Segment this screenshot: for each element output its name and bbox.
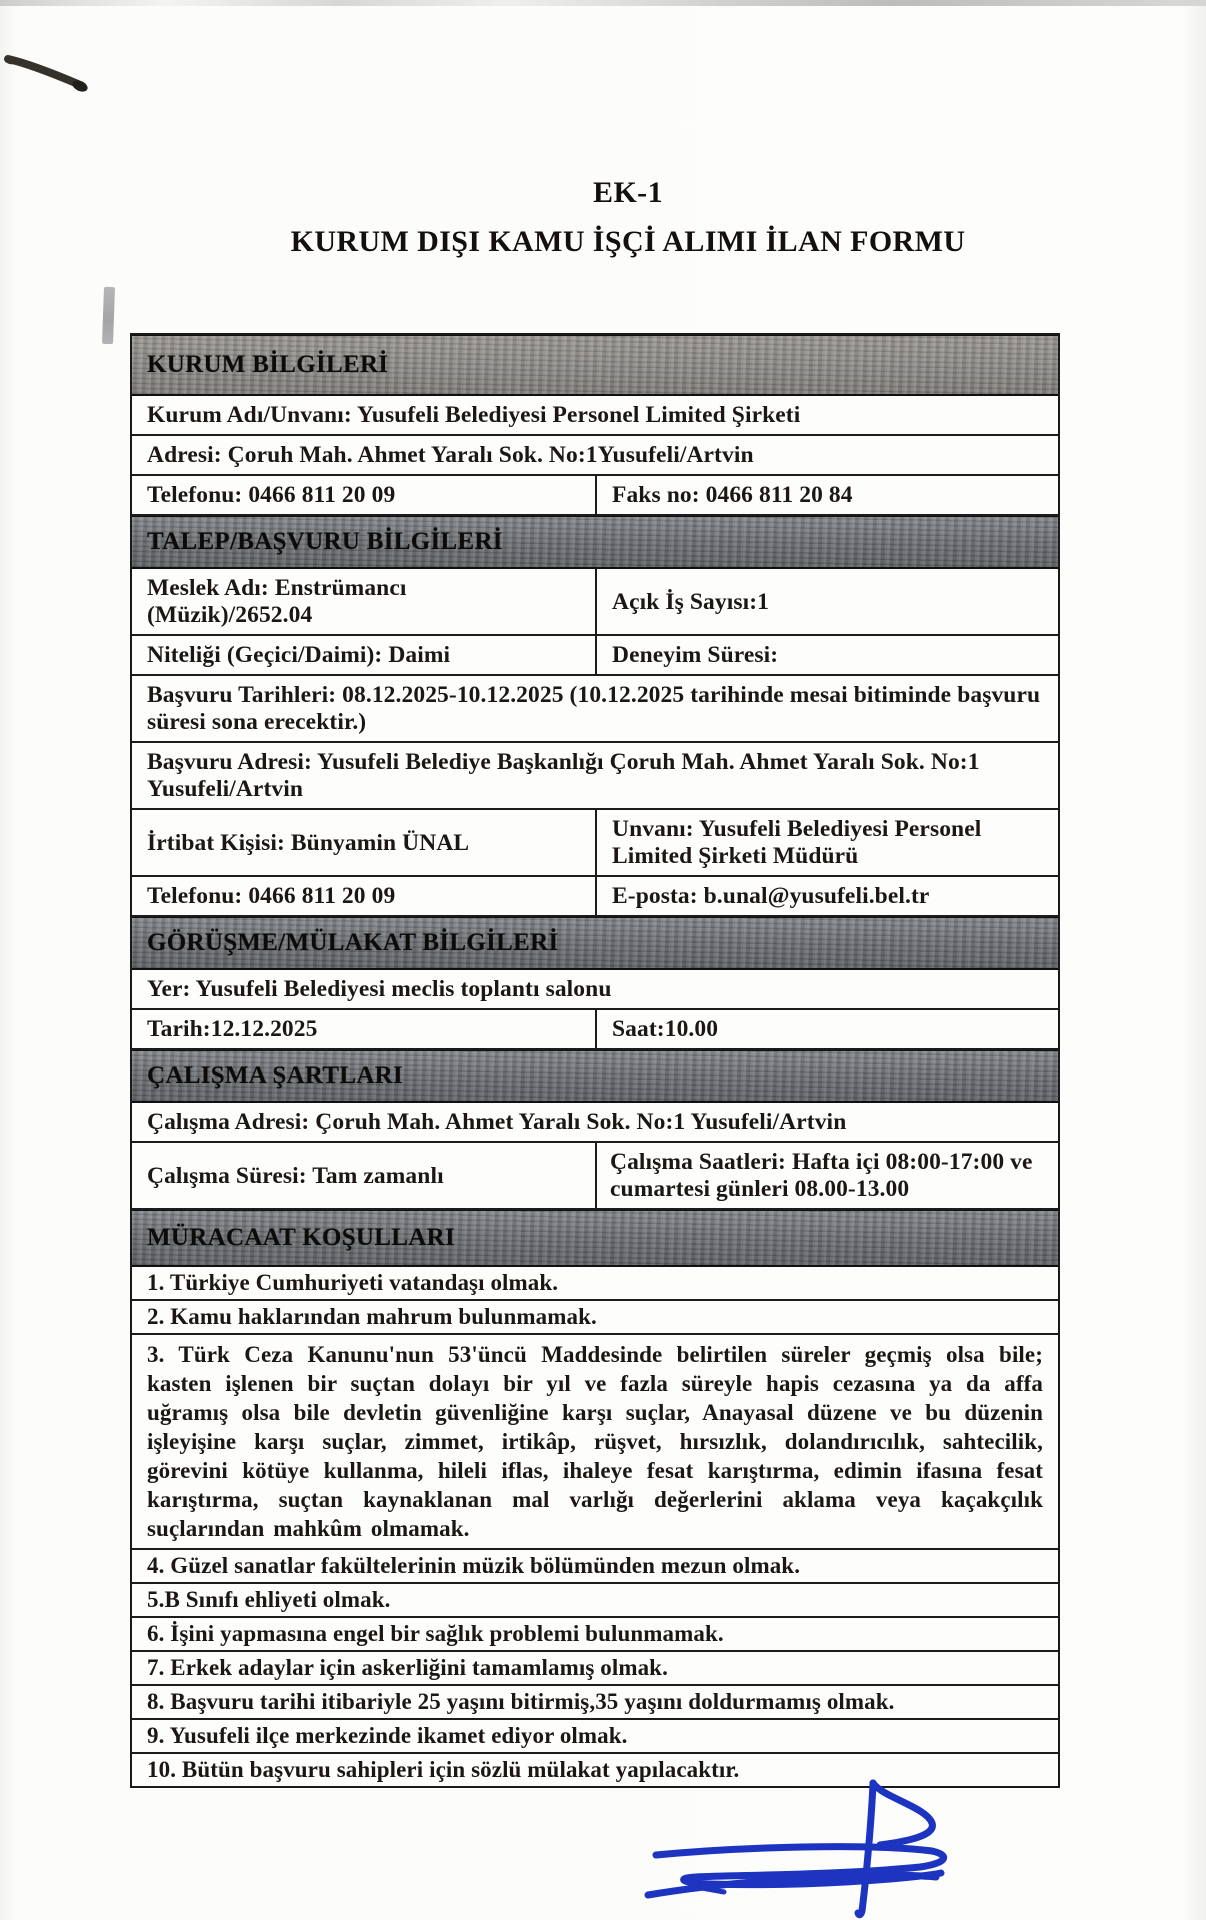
requirement-item — [132, 1301, 1058, 1335]
scan-edge-artifact — [0, 0, 1206, 6]
section-header-talep-basvuru — [132, 516, 1058, 569]
row-telefon-faks — [132, 476, 1058, 516]
calisma-saatleri-value: Çalışma Saatleri: Hafta içi 08:00-17:00 ve cumartesi günleri 08.00-13.00 — [610, 1149, 1033, 1202]
row-basvuru-adresi — [132, 743, 1058, 810]
kurum-faks-value: Faks no: 0466 811 20 84 — [612, 482, 853, 508]
scan-streak-artifact — [102, 287, 115, 344]
kurum-adi-value: Kurum Adı/Unvanı: Yusufeli Belediyesi Personel Limited Şirketi — [147, 402, 801, 428]
acik-is-sayisi-value: Açık İş Sayısı:1 — [612, 588, 769, 615]
section-header-label: ÇALIŞMA ŞARTLARI — [147, 1062, 404, 1089]
row-basvuru-tarihleri — [132, 676, 1058, 743]
row-calisma-suresi-saatleri — [132, 1143, 1058, 1210]
scan-pen-mark-artifact — [0, 50, 100, 100]
kurum-telefon-value: Telefonu: 0466 811 20 09 — [132, 476, 597, 514]
row-calisma-adresi — [132, 1103, 1058, 1143]
calisma-suresi-value: Çalışma Süresi: Tam zamanlı — [132, 1143, 597, 1208]
row-niteligi-deneyim — [132, 636, 1058, 676]
form-table — [130, 333, 1060, 1788]
requirement-3: 3. Türk Ceza Kanunu'nun 53'üncü Maddesinde belirtilen süreler geçmiş olsa bile; kasten işlenen bir suçtan dolayı bir yıl ve fazla süreyle hapis cezasına ya da affa uğramış olsa bile devletin güvenliğine karşı suçlar, Anayasal düzene ve bu düzenin işleyişine karşı suçlar, zimmet, irtikâp, rüşvet, hırsızlık, dolandırıcılık, sahtecilik, görevini kötüye kullanma, hileli iflas, ihaleye fesat karıştırma, edimin ifasına fesat karıştırma, suçtan kaynaklanan mal varlığı değerlerini aklama veya kaçakçılık suçlarından mahkûm olmamak. — [147, 1342, 1043, 1541]
section-header-kurum-bilgileri — [132, 335, 1058, 396]
section-header-label: TALEP/BAŞVURU BİLGİLERİ — [147, 528, 503, 555]
meslek-adi-value — [132, 569, 597, 634]
niteligi-value: Niteliği (Geçici/Daimi): Daimi — [132, 636, 597, 674]
row-kurum-adi — [132, 396, 1058, 436]
section-header-gorusme-mulakat — [132, 917, 1058, 970]
meslek-adi-line1: Meslek Adı: Enstrümancı — [147, 575, 407, 601]
basvuru-adresi-value: Başvuru Adresi: Yusufeli Belediye Başkanlığı Çoruh Mah. Ahmet Yaralı Sok. No:1 Yusufeli/Artvin — [147, 749, 980, 802]
attachment-label: EK-1 — [593, 176, 663, 209]
deneyim-suresi-value: Deneyim Süresi: — [612, 642, 779, 668]
requirement-9: 9. Yusufeli ilçe merkezinde ikamet ediyor olmak. — [147, 1723, 628, 1748]
signature-scribble — [610, 1763, 960, 1920]
requirement-item — [132, 1686, 1058, 1720]
document-title — [50, 176, 1206, 259]
requirement-item — [132, 1267, 1058, 1301]
section-header-label: MÜRACAAT KOŞULLARI — [147, 1224, 455, 1251]
kurum-adresi-value: Adresi: Çoruh Mah. Ahmet Yaralı Sok. No:1Yusufeli/Artvin — [147, 442, 754, 468]
irtibat-kisisi-value: İrtibat Kişisi: Bünyamin ÜNAL — [132, 810, 597, 875]
section-header-calisma-sartlari — [132, 1050, 1058, 1103]
basvuru-tarihleri-value: Başvuru Tarihleri: 08.12.2025-10.12.2025 (10.12.2025 tarihinde mesai bitiminde başvuru süresi sona erecektir.) — [147, 682, 1041, 735]
meslek-adi-line2: (Müzik)/2652.04 — [147, 602, 313, 628]
row-yer — [132, 970, 1058, 1010]
yer-value: Yer: Yusufeli Belediyesi meclis toplantı salonu — [147, 976, 612, 1002]
requirement-item — [132, 1584, 1058, 1618]
row-kurum-adresi — [132, 436, 1058, 476]
requirement-2: 2. Kamu haklarından mahrum bulunmamak. — [147, 1304, 597, 1329]
requirement-item — [132, 1550, 1058, 1584]
requirement-8: 8. Başvuru tarihi itibariyle 25 yaşını bitirmiş,35 yaşını doldurmamış olmak. — [147, 1689, 895, 1714]
calisma-adresi-value: Çalışma Adresi: Çoruh Mah. Ahmet Yaralı Sok. No:1 Yusufeli/Artvin — [147, 1109, 847, 1135]
signature-tick — [702, 1888, 724, 1892]
requirement-6: 6. İşini yapmasına engel bir sağlık problemi bulunmamak. — [147, 1621, 724, 1646]
section-header-label: GÖRÜŞME/MÜLAKAT BİLGİLERİ — [147, 929, 559, 956]
row-telefon-eposta — [132, 877, 1058, 917]
row-tarih-saat — [132, 1010, 1058, 1050]
saat-value: Saat:10.00 — [612, 1016, 719, 1042]
section-header-muracaat-kosullari — [132, 1210, 1058, 1267]
signature-top-loop — [873, 1783, 932, 1845]
form-title: KURUM DIŞI KAMU İŞÇİ ALIMI İLAN FORMU — [290, 224, 966, 258]
requirement-7: 7. Erkek adaylar için askerliğini tamamlamış olmak. — [147, 1655, 668, 1680]
section-header-label: KURUM BİLGİLERİ — [147, 351, 389, 378]
requirement-item — [132, 1720, 1058, 1754]
requirement-item — [132, 1618, 1058, 1652]
requirement-1: 1. Türkiye Cumhuriyeti vatandaşı olmak. — [147, 1270, 559, 1295]
requirement-item — [132, 1652, 1058, 1686]
unvani-value: Unvanı: Yusufeli Belediyesi Personel Limited Şirketi Müdürü — [612, 816, 982, 869]
requirement-5: 5.B Sınıfı ehliyeti olmak. — [147, 1587, 391, 1612]
requirement-10: 10. Bütün başvuru sahipleri için sözlü mülakat yapılacaktır. — [147, 1757, 740, 1782]
requirement-item — [132, 1335, 1058, 1550]
row-irtibat-unvan — [132, 810, 1058, 877]
eposta-value: E-posta: b.unal@yusufeli.bel.tr — [612, 883, 930, 909]
tarih-value: Tarih:12.12.2025 — [132, 1010, 597, 1048]
requirement-4: 4. Güzel sanatlar fakültelerinin müzik bölümünden mezun olmak. — [147, 1553, 801, 1578]
talep-telefon-value: Telefonu: 0466 811 20 09 — [132, 877, 597, 915]
row-meslek-acik-is — [132, 569, 1058, 636]
